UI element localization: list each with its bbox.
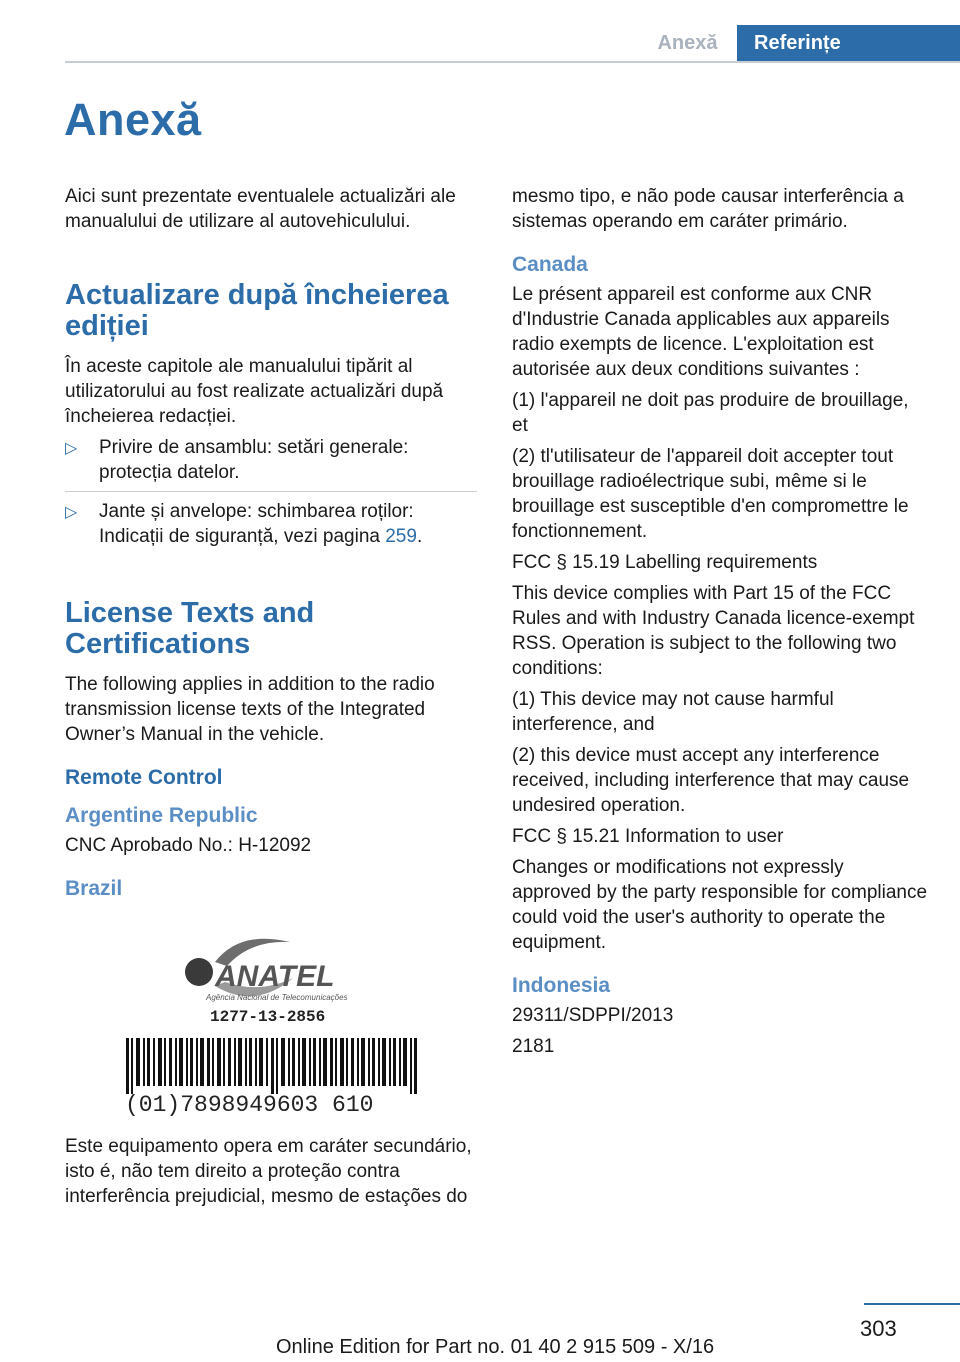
svg-text:1277-13-2856: 1277-13-2856 [210,1008,326,1026]
indonesia-line-2: 2181 [512,1036,555,1057]
triangle-bullet-icon: ▷ [65,504,78,521]
fcc-1521-heading: FCC § 15.21 Information to user [512,826,784,847]
anatel-label [65,930,477,1116]
fcc-1519-paragraph: This device complies with Part 15 of the FCC Rules and with Industry Canada licence-exempt RSS. Operation is subject to the following two conditions: [512,583,915,679]
indonesia-line-1: 29311/SDPPI/2013 [512,1005,674,1026]
fcc-condition-2: (2) this device must accept any interference received, including interference that may cause undesired operation. [512,745,910,816]
update-list [65,435,477,555]
triangle-bullet-icon: ▷ [65,440,78,457]
heading-remote-control: Remote Control [65,766,223,789]
heading-update: Actualizare după încheierea ediției [65,279,449,342]
canada-paragraph-3: (2) tl'utilisateur de l'appareil doit accepter tout brouillage radioélectrique subi, même si le brouillage est susceptible d'en compromettre le fonctionnement. [512,446,909,542]
list-item [65,435,477,492]
right-column [512,184,928,1065]
svg-text:ANATEL: ANATEL [215,960,335,993]
page-number: 303 [860,1316,897,1341]
edition-footer: Online Edition for Part no. 01 40 2 915 509 - X/16 [276,1336,715,1358]
heading-canada: Canada [512,253,588,276]
fcc-1519-heading: FCC § 15.19 Labelling requirements [512,552,818,573]
argentina-paragraph: CNC Aprobado No.: H-12092 [65,835,312,856]
heading-indonesia: Indonesia [512,974,611,997]
fcc-condition-1: (1) This device may not cause harmful interference, and [512,689,834,735]
page-link[interactable]: 259 [385,526,417,547]
left-column [65,184,477,1215]
update-paragraph: În aceste capitole ale manualului tipărit al utilizatorului au fost realizate actualizări după încheierea redacției. [65,356,444,427]
footer-rule [864,1303,960,1305]
bullet-end: . [416,526,423,547]
bullet-text: Jante și anvelope: schimbarea roților: Indicații de siguranță, vezi pagina [99,501,414,547]
fcc-1521-paragraph: Changes or modifications not expressly approved by the party responsible for compliance could void the user's authority to operate the equipment. [512,857,928,953]
bullet-text: Privire de ansamblu: setări generale: protecția datelor. [99,437,409,483]
header-rule [65,61,960,63]
brazil-continued-paragraph: mesmo tipo, e não pode causar interferência a sistemas operando em caráter primário. [512,186,904,232]
heading-license: License Texts and Certifications [65,597,315,660]
header-tab-anexa[interactable]: Anexă [657,31,718,54]
canada-paragraph-2: (1) l'appareil ne doit pas produire de brouillage, et [512,390,909,436]
header-tab-referinte[interactable]: Referințe [737,25,960,61]
canada-paragraph-1: Le présent appareil est conforme aux CNR d'Industrie Canada applicables aux appareils radio exempts de licence. L'exploitation est autorisée aux deux conditions suivantes : [512,284,890,380]
svg-text:Agência Nacional de Telecomuni: Agência Nacional de Telecomunicações [206,993,348,1002]
heading-brazil: Brazil [65,877,123,900]
brazil-paragraph: Este equipamento opera em caráter secundário, isto é, não tem direito a proteção contra interferência prejudicial, mesmo de estações do [65,1136,472,1207]
page-title: Anexă [64,94,202,145]
list-item [65,499,477,555]
license-paragraph: The following applies in addition to the radio transmission license texts of the Integrated Owner’s Manual in the vehicle. [65,674,435,745]
svg-text:(01)7898949603 610: (01)7898949603 610 [125,1092,374,1116]
heading-argentina: Argentine Republic [65,804,258,827]
intro-paragraph: Aici sunt prezentate eventualele actualizări ale manualului de utilizare al autovehiculului. [65,186,456,232]
anatel-logo-icon [65,930,477,1116]
